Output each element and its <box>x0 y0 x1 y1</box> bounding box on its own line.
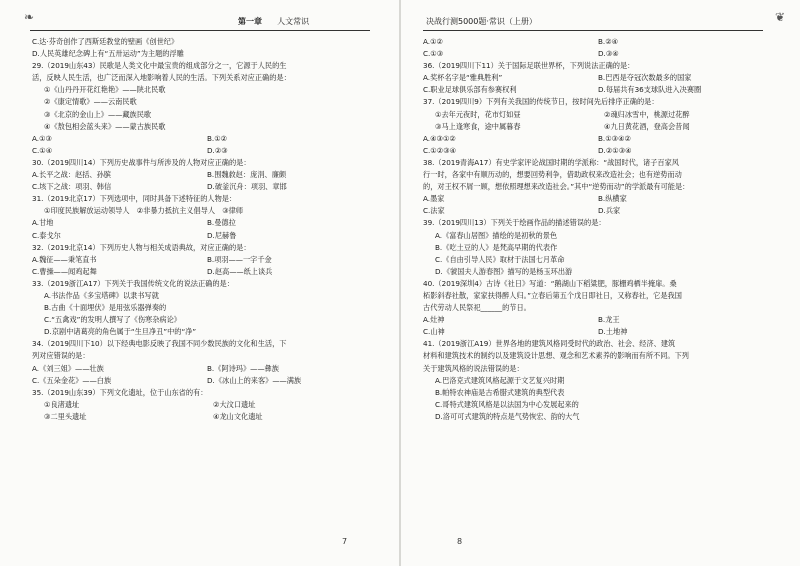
option-a: A.甘地 <box>32 218 54 228</box>
text-line: C.达·芬奇创作了西斯廷教堂的壁画《创世纪》 <box>32 37 179 46</box>
option-row <box>423 145 773 157</box>
option-a: C.山神 <box>423 327 445 337</box>
text-line: C.《自由引导人民》取材于法国七月革命 <box>435 254 565 264</box>
option-a: A.奖杯名字是“雅典胜利” <box>423 73 503 83</box>
text-line: 40.（2019深圳4）古诗《社日》写道：“鹅湖山下稻粱肥，豚栅鸡栖半掩扉。桑 <box>423 278 677 288</box>
decorative-ornament-icon: ❧ <box>23 10 35 24</box>
option-row <box>32 363 382 375</box>
option-row <box>423 72 773 84</box>
option-a: C.职业足球俱乐部有参赛权利 <box>423 85 517 95</box>
text-line: ①《山丹丹开花红艳艳》——陕北民歌 <box>44 85 166 95</box>
option-row <box>423 121 773 133</box>
option-a: A.④③①② <box>423 133 456 143</box>
left-page-header <box>238 14 309 30</box>
left-page <box>0 0 399 566</box>
option-a: ①去年元夜时，花市灯如昼 <box>435 109 521 119</box>
option-row <box>423 314 773 326</box>
option-row <box>32 133 382 145</box>
option-row <box>423 205 773 217</box>
option-row <box>32 411 382 423</box>
text-line: A.巴洛克式建筑风格起源于文艺复兴时期 <box>435 375 565 385</box>
text-line: 29.（2019山东43）民歌是人类文化中最宝贵的组成部分之一，它源于人民的生 <box>32 61 287 71</box>
option-row <box>423 36 773 48</box>
option-b: D.②①③④ <box>598 145 632 155</box>
chapter-label: 第一章 <box>238 17 262 26</box>
option-b: D.破釜沉舟：项羽、章邯 <box>207 182 287 192</box>
option-b: B.龙王 <box>598 315 620 325</box>
page-number: 7 <box>342 537 348 546</box>
option-b: B.围魏救赵：庞涓、廉颇 <box>207 170 287 180</box>
text-line: 38.（2019青海A17）有史学家评论战国时期的学派称：“战国时代，诸子百家风 <box>423 157 679 167</box>
option-b: ②大汶口遗址 <box>213 399 256 409</box>
text-line: 古代劳动人民祭祀______的节日。 <box>423 303 531 313</box>
text-line: 30.（2019四川14）下列历史战事件与所涉及的人物对应正确的是： <box>32 157 251 167</box>
option-b: B.②④ <box>598 37 619 46</box>
option-b: B.纵横家 <box>598 194 627 204</box>
option-b: B.①③④② <box>598 133 631 143</box>
text-line: 41.（2019浙江A19）世界各地的建筑风格同受时代的政治、社会、经济、建筑 <box>423 339 676 349</box>
text-line: 的，对王权不屑一顾，想依照理想来改造社会。”其中“逆势而动”的学派最有可能是： <box>423 182 690 192</box>
option-row <box>32 399 382 411</box>
option-b: B.曼德拉 <box>207 218 236 228</box>
option-a: C.曹操——闻鸡起舞 <box>32 266 97 276</box>
option-b: B.《阿诗玛》——彝族 <box>207 363 279 373</box>
option-a: ③马上逢寒食，途中属暮春 <box>435 121 521 131</box>
text-line: 行一时，各家中有顺历动的，想要回势利争，借助政权来改造社会；也有逆势而动 <box>423 170 682 180</box>
text-line: ①印度民族解放运动领导人 ②非暴力抵抗主义倡导人 ③律师 <box>44 206 244 216</box>
option-row <box>32 217 382 229</box>
option-b: B.巴西是夺冠次数最多的国家 <box>598 73 692 83</box>
option-b: ④九日黄花酒，登高会昔闻 <box>604 121 690 131</box>
option-row <box>32 230 382 242</box>
option-row <box>32 181 382 193</box>
text-line: 活，反映人民生活，也广泛而深入地影响着人民的生活。下列关系对应正确的是： <box>32 73 291 83</box>
option-row <box>32 145 382 157</box>
option-b: B.①② <box>207 133 228 143</box>
option-a: C.《五朵金花》——白族 <box>32 375 112 385</box>
option-b: ④龙山文化遗址 <box>213 411 263 421</box>
option-a: C.①④ <box>32 145 53 155</box>
text-line: D.京剧中诸葛亮的角色属于“生旦净丑”中的“净” <box>44 327 197 337</box>
text-line: ②《康定情歌》——云南民歌 <box>44 97 137 107</box>
option-a: C.①②③④ <box>423 145 457 155</box>
option-a: A.灶神 <box>423 315 445 325</box>
option-b: D.《冰山上的来客》——满族 <box>207 375 302 385</box>
option-b: D.土地神 <box>598 327 628 337</box>
text-line: 36.（2019四川下11）关于国际足联世界杯，下列说法正确的是： <box>423 61 635 71</box>
option-b: D.每届共有36支球队进入决赛圈 <box>598 85 702 95</box>
right-page-header <box>426 14 537 30</box>
text-line: C.“五禽戏”的发明人撰写了《伤寒杂病论》 <box>44 315 181 325</box>
right-page <box>401 0 800 566</box>
option-b: D.②③ <box>207 145 228 155</box>
text-line: A.《富春山居图》描绘的是初秋的景色 <box>435 230 558 240</box>
text-line: 39.（2019四川13）下列关于绘画作品的描述错误的是： <box>423 218 606 228</box>
header-rule <box>30 30 370 31</box>
option-a: A.①③ <box>32 133 52 143</box>
option-a: C.法家 <box>423 206 445 216</box>
option-row <box>32 266 382 278</box>
option-a: C.①③ <box>423 49 444 59</box>
option-a: ①良渚遗址 <box>44 399 80 409</box>
decorative-ornament-icon: ❦ <box>774 10 786 24</box>
text-line: A.书法作品《多宝塔碑》以隶书写就 <box>44 290 159 300</box>
option-a: A.《刘三姐》——壮族 <box>32 363 104 373</box>
text-line: 35.（2019山东39）下列文化遗址，位于山东省的有： <box>32 387 208 397</box>
option-row <box>423 133 773 145</box>
page-number: 8 <box>457 537 463 546</box>
text-line: ④《敖包相会蓝头来》——蒙古族民歌 <box>44 121 166 131</box>
text-line: 关于建筑风格的说法错误的是： <box>423 363 524 373</box>
option-b: D.赵高——纸上谈兵 <box>207 266 273 276</box>
right-column-text <box>423 36 773 423</box>
text-line: 34.（2019四川下10）以下经典电影反映了我国不同少数民族的文化和生活，下 <box>32 339 287 349</box>
option-a: A.长平之战：赵括、孙膑 <box>32 170 111 180</box>
text-line: B.帕特农神庙是古希腊式建筑的典型代表 <box>435 387 565 397</box>
chapter-title: 人文常识 <box>277 17 310 26</box>
text-line: D.洛可可式建筑的特点是气势恢宏、韵的大气 <box>435 411 580 421</box>
option-b: ②魂归冰雪中，桃源过花醉 <box>604 109 690 119</box>
text-line: 列对应错误的是： <box>32 351 90 361</box>
text-line: B.古曲《十面埋伏》是用弦乐器弹奏的 <box>44 303 167 313</box>
option-row <box>423 193 773 205</box>
option-a: A.①② <box>423 37 443 46</box>
left-column-text <box>32 36 382 423</box>
option-row <box>423 109 773 121</box>
option-row <box>32 169 382 181</box>
option-b: D.兵家 <box>598 206 621 216</box>
text-line: D.《虢国夫人游春图》描写的是杨玉环出游 <box>435 266 573 276</box>
option-b: D.③④ <box>598 49 619 59</box>
text-line: ③《北京的金山上》——藏族民歌 <box>44 109 152 119</box>
option-row <box>423 326 773 338</box>
option-b: B.项羽——一字千金 <box>207 254 272 264</box>
option-row <box>32 254 382 266</box>
text-line: 31.（2019北京17）下列选项中，同时具备下述特征的人物是： <box>32 194 237 204</box>
text-line: 33.（2019浙江A17）下列关于我国传统文化的说法正确的是： <box>32 278 234 288</box>
text-line: 37.（2019四川9）下列有关我国的传统节日，按时间先后排序正确的是： <box>423 97 659 107</box>
text-line: 材料和建筑技术的制约以及建筑设计思想、观念和艺术素养的影响而有所不同。下列 <box>423 351 689 361</box>
option-a: A.墨家 <box>423 194 445 204</box>
header-rule <box>423 30 763 31</box>
option-row <box>423 84 773 96</box>
option-b: D.尼赫鲁 <box>207 230 237 240</box>
option-a: C.泰戈尔 <box>32 230 61 240</box>
text-line: 柘影斜春社散，家家扶得醉人归。”立春后第五个戊日即社日，又称春社，它是我国 <box>423 290 682 300</box>
option-a: C.垓下之战：项羽、韩信 <box>32 182 112 192</box>
text-line: B.《吃土豆的人》是梵高早期的代表作 <box>435 242 558 252</box>
text-line: C.哥特式建筑风格是以法国为中心发展起来的 <box>435 399 579 409</box>
option-row <box>423 48 773 60</box>
option-a: ③二里头遗址 <box>44 411 87 421</box>
text-line: 32.（2019北京14）下列历史人物与相关成语典故，对应正确的是： <box>32 242 251 252</box>
book-title: 决战行测5000题·常识（上册） <box>426 17 537 26</box>
option-a: A.魏征——秉笔直书 <box>32 254 97 264</box>
text-line: D.人民英雄纪念碑上有“五卅运动”为主题的浮雕 <box>32 49 184 59</box>
option-row <box>32 375 382 387</box>
